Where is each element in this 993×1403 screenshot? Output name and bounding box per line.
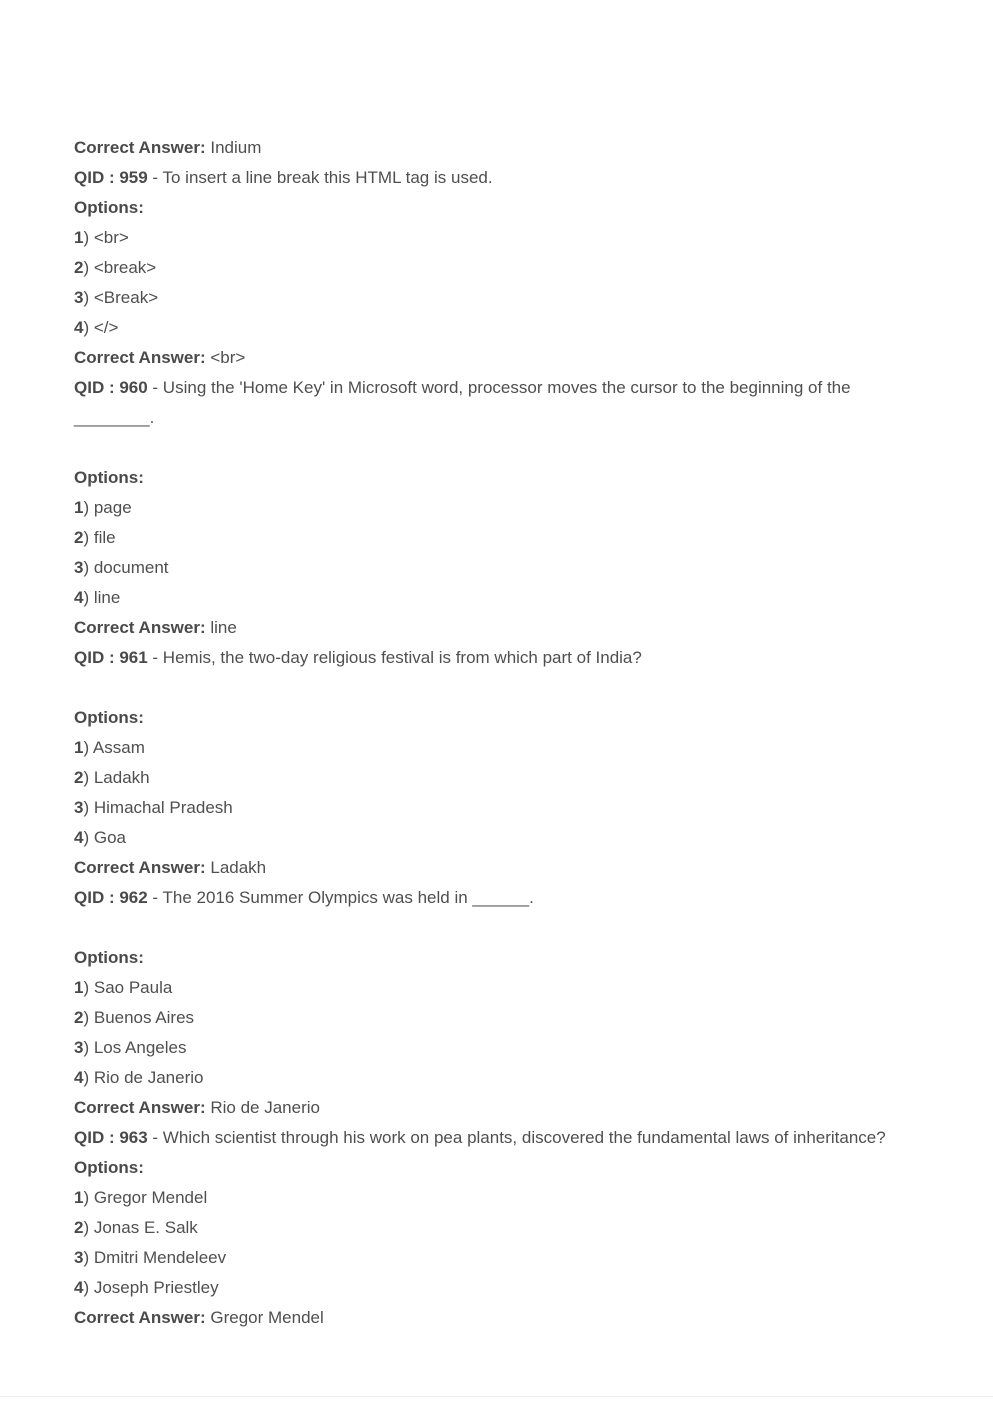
option-number: 1	[74, 978, 84, 997]
correct-answer-line	[74, 613, 953, 643]
option-item	[74, 973, 953, 1003]
line-text: ) Los Angeles	[83, 1038, 187, 1057]
line-text: ) line	[83, 588, 121, 607]
option-number: 4	[74, 588, 84, 607]
line-bold-label: QID : 962	[74, 888, 148, 907]
option-item	[74, 1063, 953, 1093]
question-continuation-line	[74, 403, 953, 433]
option-item	[74, 1183, 953, 1213]
option-number: 3	[74, 288, 84, 307]
option-item	[74, 763, 953, 793]
line-bold-label: QID : 961	[74, 648, 148, 667]
correct-answer-line	[74, 853, 953, 883]
correct-answer-line	[74, 1303, 953, 1333]
line-text: ) <Break>	[83, 288, 159, 307]
option-item	[74, 223, 953, 253]
option-number: 3	[74, 1248, 84, 1267]
option-item	[74, 523, 953, 553]
line-text: - Which scientist through his work on pea plants, discovered the fundamental laws of inheritance?	[147, 1128, 886, 1147]
options-label	[74, 943, 953, 973]
option-item	[74, 1273, 953, 1303]
line-bold-label: Options:	[74, 948, 144, 967]
line-text: ) Ladakh	[83, 768, 150, 787]
option-number: 1	[74, 228, 84, 247]
option-item	[74, 733, 953, 763]
line-text: ) file	[83, 528, 116, 547]
line-text: ) </>	[83, 318, 119, 337]
question-line	[74, 883, 953, 913]
option-item	[74, 1213, 953, 1243]
option-number: 4	[74, 1278, 84, 1297]
line-bold-label: Options:	[74, 1158, 144, 1177]
line-text: ) Dmitri Mendeleev	[83, 1248, 227, 1267]
option-number: 3	[74, 1038, 84, 1057]
option-item	[74, 1033, 953, 1063]
line-bold-label: Options:	[74, 198, 144, 217]
option-number: 2	[74, 768, 84, 787]
question-line	[74, 373, 953, 403]
option-item	[74, 253, 953, 283]
option-number: 3	[74, 558, 84, 577]
options-label	[74, 193, 953, 223]
line-text: Indium	[205, 138, 262, 157]
line-bold-label: Options:	[74, 708, 144, 727]
option-item	[74, 793, 953, 823]
line-text: ) document	[83, 558, 169, 577]
question-line	[74, 1123, 953, 1153]
line-bold-label: Options:	[74, 468, 144, 487]
option-number: 1	[74, 1188, 84, 1207]
line-text: <br>	[205, 348, 246, 367]
option-item	[74, 313, 953, 343]
option-item	[74, 583, 953, 613]
question-line	[74, 163, 953, 193]
line-text: - The 2016 Summer Olympics was held in ______.	[147, 888, 534, 907]
line-bold-label: QID : 960	[74, 378, 148, 397]
line-text: ) page	[83, 498, 132, 517]
option-number: 4	[74, 318, 84, 337]
option-number: 4	[74, 828, 84, 847]
correct-answer-line	[74, 133, 953, 163]
option-number: 2	[74, 528, 84, 547]
correct-answer-line	[74, 1093, 953, 1123]
line-text: Rio de Janerio	[205, 1098, 320, 1117]
line-text: ________.	[74, 408, 155, 427]
line-text: ) Goa	[83, 828, 126, 847]
line-text: - Hemis, the two-day religious festival is from which part of India?	[147, 648, 642, 667]
option-item	[74, 1243, 953, 1273]
line-text: Gregor Mendel	[205, 1308, 324, 1327]
line-text: - Using the 'Home Key' in Microsoft word, processor moves the cursor to the beginning of the	[147, 378, 851, 397]
option-number: 2	[74, 1008, 84, 1027]
line-text: ) Sao Paula	[83, 978, 173, 997]
blank-line	[74, 913, 953, 943]
line-bold-label: Correct Answer:	[74, 1308, 206, 1327]
line-bold-label: Correct Answer:	[74, 348, 206, 367]
line-text: ) Buenos Aires	[83, 1008, 195, 1027]
line-text: ) Joseph Priestley	[83, 1278, 219, 1297]
option-item	[74, 1003, 953, 1033]
line-text: ) Assam	[83, 738, 145, 757]
line-bold-label: Correct Answer:	[74, 618, 206, 637]
line-text: ) Gregor Mendel	[83, 1188, 208, 1207]
question-line	[74, 643, 953, 673]
line-bold-label: QID : 959	[74, 168, 148, 187]
option-number: 2	[74, 1218, 84, 1237]
page-bottom-divider	[0, 1396, 993, 1397]
line-text: ) <br>	[83, 228, 129, 247]
blank-line	[74, 433, 953, 463]
line-bold-label: Correct Answer:	[74, 138, 206, 157]
line-text: ) Rio de Janerio	[83, 1068, 204, 1087]
blank-line	[74, 673, 953, 703]
line-bold-label: Correct Answer:	[74, 1098, 206, 1117]
option-number: 1	[74, 738, 84, 757]
line-text: line	[205, 618, 237, 637]
line-bold-label: Correct Answer:	[74, 858, 206, 877]
option-number: 3	[74, 798, 84, 817]
option-item	[74, 823, 953, 853]
option-number: 4	[74, 1068, 84, 1087]
line-bold-label: QID : 963	[74, 1128, 148, 1147]
correct-answer-line	[74, 343, 953, 373]
line-text: - To insert a line break this HTML tag is used.	[147, 168, 493, 187]
line-text: ) Jonas E. Salk	[83, 1218, 198, 1237]
option-item	[74, 553, 953, 583]
option-item	[74, 283, 953, 313]
line-text: ) Himachal Pradesh	[83, 798, 233, 817]
option-item	[74, 493, 953, 523]
line-text: Ladakh	[205, 858, 267, 877]
options-label	[74, 1153, 953, 1183]
option-number: 2	[74, 258, 84, 277]
question-list	[74, 133, 953, 1333]
options-label	[74, 703, 953, 733]
options-label	[74, 463, 953, 493]
line-text: ) <break>	[83, 258, 157, 277]
option-number: 1	[74, 498, 84, 517]
